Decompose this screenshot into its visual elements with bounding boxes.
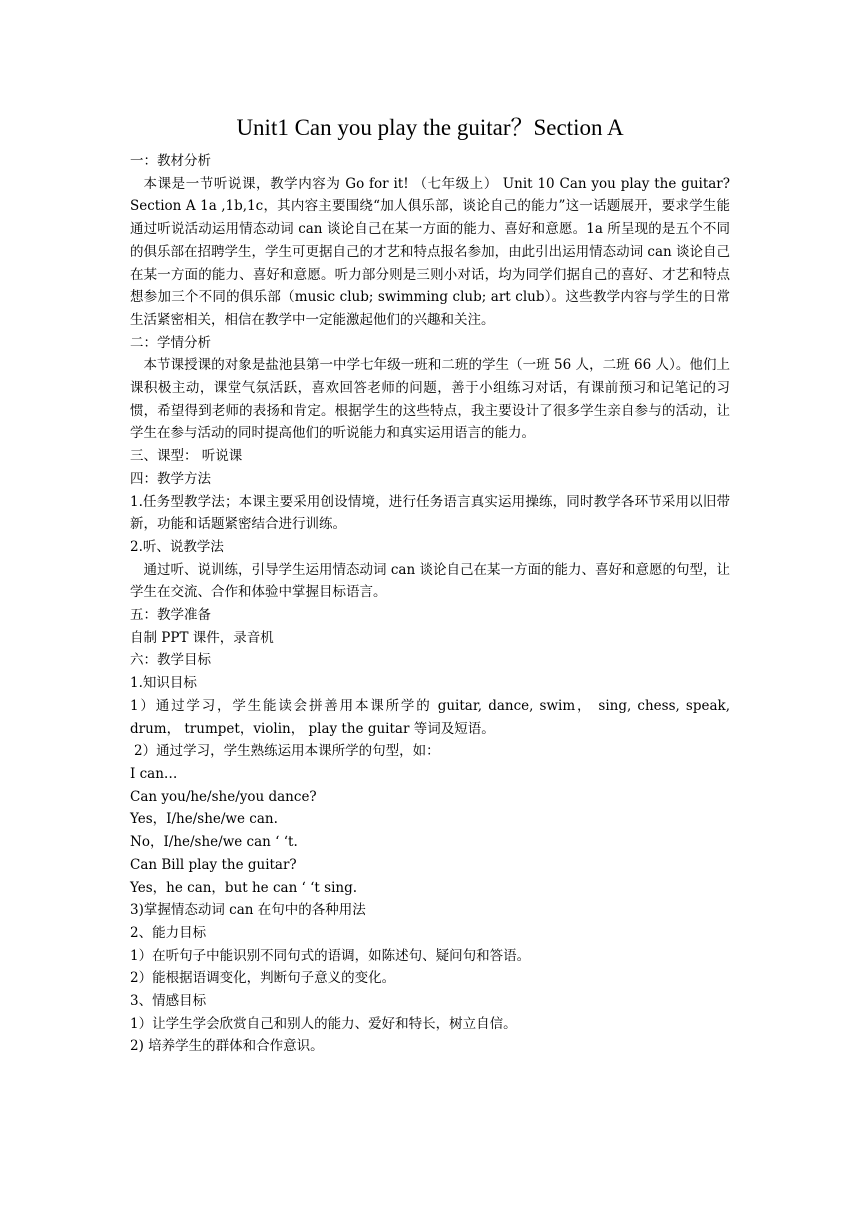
example-sentence: I can… <box>130 765 178 782</box>
list-item: 1）通过学习，学生能读会拼善用本课所学的 guitar, dance, swim， sing, chess, speak, drum， trumpet，violin， play the guitar 等词及短语。 <box>130 697 730 737</box>
example-sentence: Can you/he/she/you dance? <box>130 788 317 805</box>
example-sentence: Can Bill play the guitar? <box>130 856 297 873</box>
list-item: 1）让学生学会欣赏自己和别人的能力、爱好和特长，树立自信。 <box>130 1015 517 1032</box>
list-item: 1）在听句子中能识别不同句式的语调，如陈述句、疑问句和答语。 <box>130 947 531 964</box>
section-heading: 四：教学方法 <box>130 470 211 487</box>
section-heading: 二：学情分析 <box>130 334 211 351</box>
document-title: Unit1 Can you play the guitar？Section A <box>236 115 624 140</box>
example-sentence: No，I/he/she/we can ‘ ‘t. <box>130 834 298 851</box>
list-item: 2) 培养学生的群体和合作意识。 <box>130 1038 324 1055</box>
list-item: 3)掌握情态动词 can 在句中的各种用法 <box>130 902 366 919</box>
subsection-heading: 2、能力目标 <box>130 924 207 941</box>
list-item: 2）能根据语调变化，判断句子意义的变化。 <box>130 970 396 987</box>
example-sentence: Yes，I/he/she/we can. <box>130 811 278 828</box>
section-heading: 五：教学准备 <box>130 607 211 624</box>
subsection-heading: 3、情感目标 <box>130 993 207 1010</box>
list-item: 2）通过学习，学生熟练运用本课所学的句型，如： <box>134 743 440 760</box>
paragraph: 本课是一节听说课，教学内容为 Go for it! （七年级上） Unit 10 Can you play the guitar? Section A 1a ,1b,1c，其内容主要围绕“加人俱乐部，谈论自己的能力”这一话题展开，要求学生能通过听说活动运用情态动词 can 谈论自己在某一方面的能力、喜好和意愿。1a 所呈现的是五个不同的俱乐部在招聘学生，学生可更据自己的才艺和特点报名参加，由此引出运用情态动词 can 谈论自己在某一方面的能力、喜好和意愿。听力部分则是三则小对话，均为同学们据自己的喜好、才艺和特点想参加三个不同的俱乐部（music club; swimming club; art club）。这些教学内容与学生的日常生活紧密相关，相信在教学中一定能激起他们的兴趣和关注。 <box>130 175 730 328</box>
section-heading: 一：教材分析 <box>130 153 211 169</box>
subsection-heading: 2.听、说教学法 <box>130 538 224 555</box>
paragraph: 通过听、说训练，引导学生运用情态动词 can 谈论自己在某一方面的能力、喜好和意愿的句型，让学生在交流、合作和体验中掌握目标语言。 <box>130 561 730 601</box>
paragraph: 1.任务型教学法；本课主要采用创设情境，进行任务语言真实运用操练，同时教学各环节采用以旧带新，功能和话题紧密结合进行训练。 <box>130 493 730 533</box>
paragraph: 本节课授课的对象是盐池县第一中学七年级一班和二班的学生（一班 56 人，二班 66 人）。他们上课积极主动，课堂气氛活跃，喜欢回答老师的问题，善于小组练习对话，有课前预习和记笔记的习惯，希望得到老师的表扬和肯定。根据学生的这些特点，我主要设计了很多学生亲自参与的活动，让学生在参与活动的同时提高他们的听说能力和真实运用语言的能力。 <box>130 357 730 442</box>
section-heading: 三、课型： 听说课 <box>130 448 243 465</box>
subsection-heading: 1.知识目标 <box>130 675 197 692</box>
section-heading: 六：教学目标 <box>130 652 211 669</box>
text-line: 自制 PPT 课件，录音机 <box>130 629 274 646</box>
example-sentence: Yes，he can，but he can ‘ ‘t sing. <box>130 879 358 896</box>
document-body <box>130 150 730 1058</box>
